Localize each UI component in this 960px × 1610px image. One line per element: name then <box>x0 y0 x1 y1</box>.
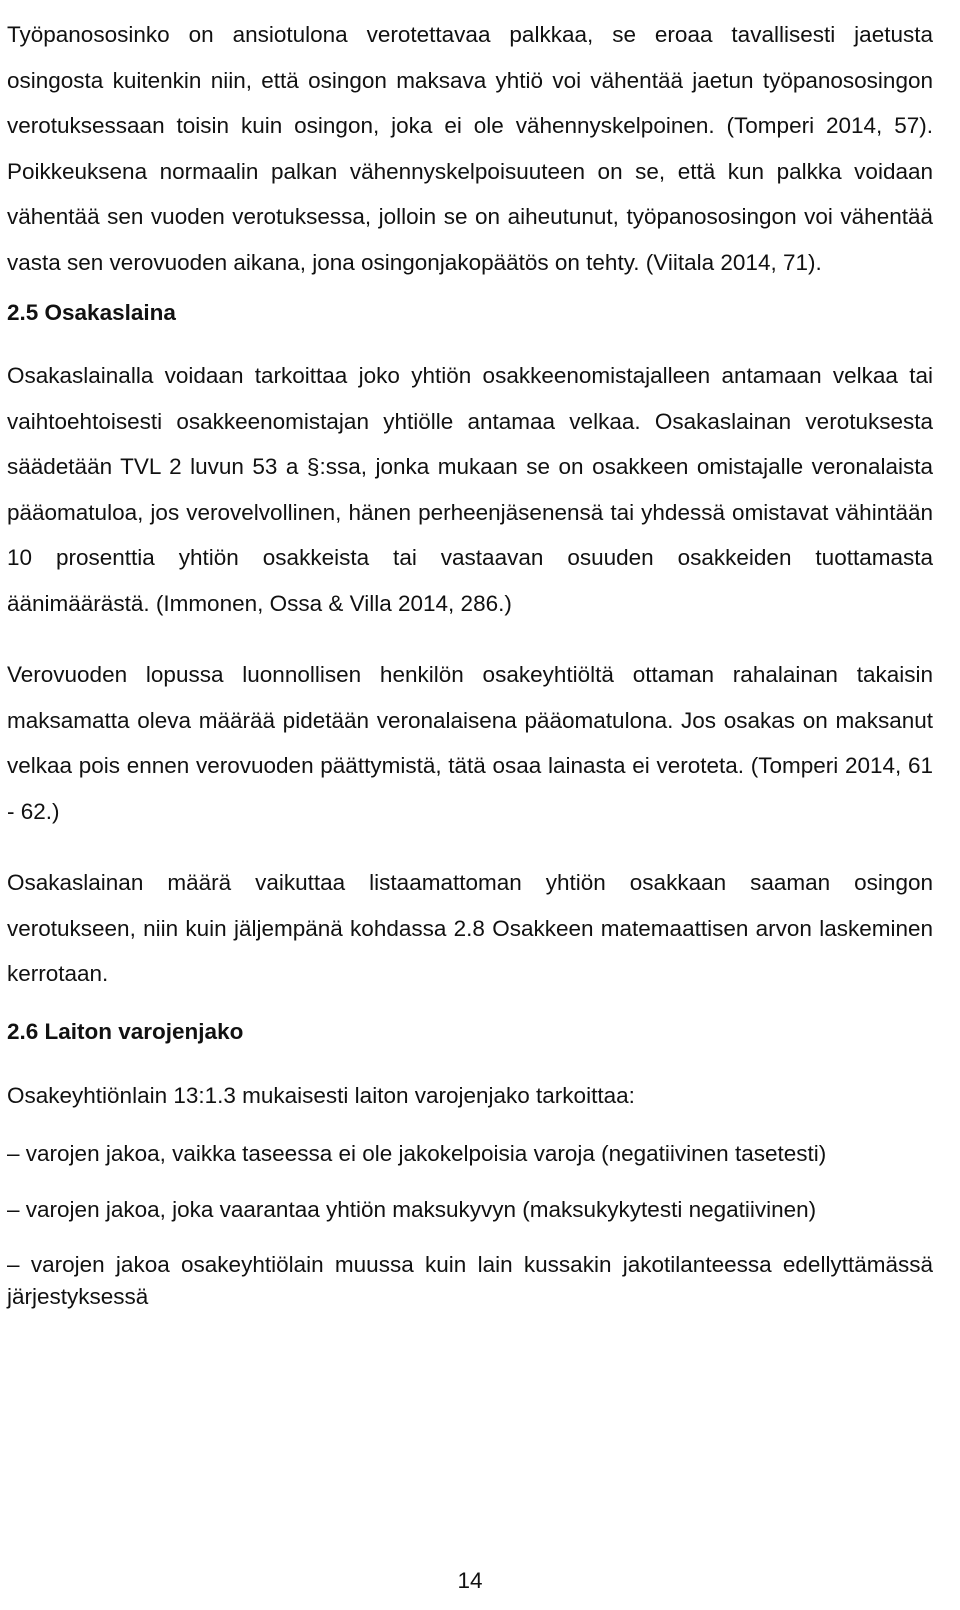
paragraph-tyopanososinko: Työpanososinko on ansiotulona verotettavaa palkkaa, se eroaa tavallisesti jaetusta osingosta kuitenkin niin, että osingon maksava yhtiö voi vähentää jaetun työpanososingon verotuksessaan toisin kuin osingon, joka ei ole vähennyskelpoinen. (Tomperi 2014, 57). Poikkeuksena normaalin palkan vähennyskelpoisuuteen on se, että kun palkka voidaan vähentää sen vuoden verotuksessa, jolloin se on aiheutunut, työpanososingon voi vähentää vasta sen verovuoden aikana, jona osingonjakopäätös on tehty. (Viitala 2014, 71). <box>7 22 933 275</box>
list-item <box>7 1138 933 1170</box>
list-item-text: varojen jakoa, vaikka taseessa ei ole jakokelpoisia varoja (negatiivinen tasetesti) <box>25 1141 827 1166</box>
document-page <box>7 12 933 1312</box>
laiton-varojenjako-list <box>7 1138 933 1312</box>
paragraph-verovuoden-lopussa: Verovuoden lopussa luonnollisen henkilön osakeyhtiöltä ottaman rahalainan takaisin maksamatta oleva määrää pidetään veronalaisena pääomatulona. Jos osakas on maksanut velkaa pois ennen verovuoden päättymistä, tätä osaa lainasta ei veroteta. (Tomperi 2014, 61 - 62.) <box>7 662 933 824</box>
paragraph-osakaslaina-definition: Osakaslainalla voidaan tarkoittaa joko yhtiön osakkeenomistajalleen antamaan velkaa tai vaihtoehtoisesti osakkeenomistajan yhtiölle antamaa velkaa. Osakaslainan verotuksesta säädetään TVL 2 luvun 53 a §:ssa, jonka mukaan se on osakkeen omistajalle veronalaista pääomatuloa, jos verovelvollinen, hänen perheenjäsenensä tai yhdessä omistavat vähintään 10 prosenttia yhtiön osakkeista tai vastaavan osuuden osakkeiden tuottamasta äänimäärästä. (Immonen, Ossa & Villa 2014, 286.) <box>7 363 933 616</box>
paragraph-osakaslainan-maara: Osakaslainan määrä vaikuttaa listaamattoman yhtiön osakkaan saaman osingon verotukseen, niin kuin jäljempänä kohdassa 2.8 Osakkeen matemaattisen arvon laskeminen kerrotaan. <box>7 870 933 986</box>
paragraph-osakeyhtionlain: Osakeyhtiönlain 13:1.3 mukaisesti laiton varojenjako tarkoittaa: <box>7 1082 635 1108</box>
dash-bullet: – <box>7 1196 20 1222</box>
dash-bullet: – <box>7 1252 20 1277</box>
list-item-text: varojen jakoa osakeyhtiölain muussa kuin lain kussakin jakotilanteessa edellyttämässä järjestyksessä <box>7 1252 933 1309</box>
dash-bullet: – <box>7 1141 20 1166</box>
section-heading-laiton-varojenjako: 2.6 Laiton varojenjako <box>7 1018 244 1044</box>
list-item <box>7 1249 933 1312</box>
list-item <box>7 1194 933 1226</box>
list-item-text: varojen jakoa, joka vaarantaa yhtiön maksukyvyn (maksukykytesti negatiivinen) <box>25 1196 817 1222</box>
page-number: 14 <box>457 1568 483 1593</box>
section-heading-osakaslaina: 2.5 Osakaslaina <box>7 300 176 325</box>
